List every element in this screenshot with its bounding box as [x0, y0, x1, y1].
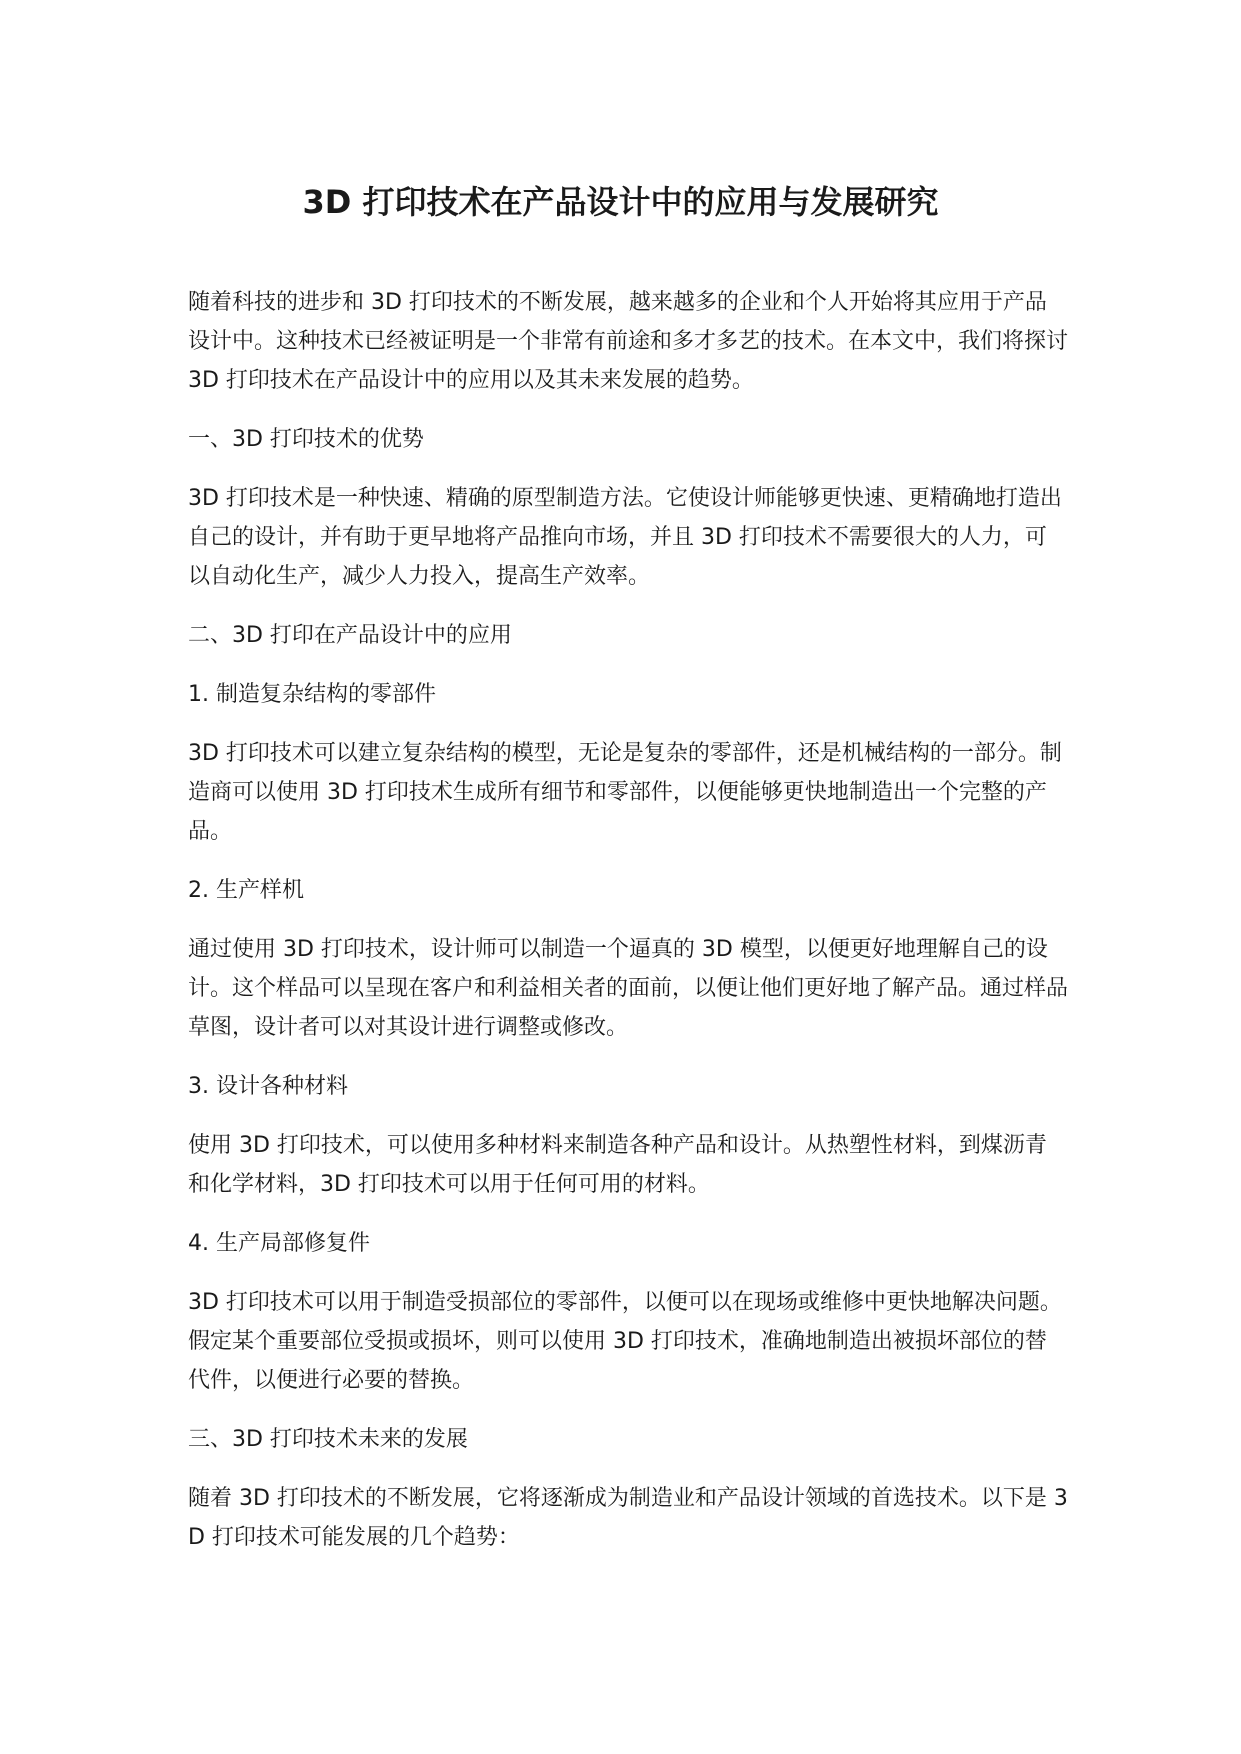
materials-paragraph: 使用 3D 打印技术，可以使用多种材料来制造各种产品和设计。从热塑性材料，到煤沥青和化学材料，3D 打印技术可以用于任何可用的材料。 — [188, 1133, 1047, 1197]
subheading-complex-parts: 1. 制造复杂结构的零部件 — [188, 682, 436, 707]
document-title: 3D 打印技术在产品设计中的应用与发展研究 — [302, 183, 939, 221]
intro-paragraph: 随着科技的进步和 3D 打印技术的不断发展，越来越多的企业和个人开始将其应用于产品设计中。这种技术已经被证明是一个非常有前途和多才多艺的技术。在本文中，我们将探讨 3D 打印技术在产品设计中的应用以及其未来发展的趋势。 — [188, 290, 1069, 393]
repair-parts-paragraph: 3D 打印技术可以用于制造受损部位的零部件，以便可以在现场或维修中更快地解决问题。假定某个重要部位受损或损坏，则可以使用 3D 打印技术，准确地制造出被损坏部位的替代件，以便进行必要的替换。 — [188, 1290, 1062, 1393]
future-paragraph: 随着 3D 打印技术的不断发展，它将逐渐成为制造业和产品设计领域的首选技术。以下是 3D 打印技术可能发展的几个趋势： — [188, 1486, 1068, 1550]
subheading-materials: 3. 设计各种材料 — [188, 1074, 348, 1099]
section-heading-advantages: 一、3D 打印技术的优势 — [188, 427, 424, 452]
section-heading-applications: 二、3D 打印在产品设计中的应用 — [188, 623, 512, 648]
subheading-prototypes: 2. 生产样机 — [188, 878, 304, 903]
complex-parts-paragraph: 3D 打印技术可以建立复杂结构的模型，无论是复杂的零部件，还是机械结构的一部分。制造商可以使用 3D 打印技术生成所有细节和零部件，以便能够更快地制造出一个完整的产品。 — [188, 741, 1062, 844]
prototypes-paragraph: 通过使用 3D 打印技术，设计师可以制造一个逼真的 3D 模型，以便更好地理解自己的设计。这个样品可以呈现在客户和利益相关者的面前，以便让他们更好地了解产品。通过样品草图，设计者可以对其设计进行调整或修改。 — [188, 937, 1069, 1040]
section-heading-future: 三、3D 打印技术未来的发展 — [188, 1427, 468, 1452]
advantages-paragraph: 3D 打印技术是一种快速、精确的原型制造方法。它使设计师能够更快速、更精确地打造出自己的设计，并有助于更早地将产品推向市场，并且 3D 打印技术不需要很大的人力，可以自动化生产，减少人力投入，提高生产效率。 — [188, 486, 1062, 589]
subheading-repair-parts: 4. 生产局部修复件 — [188, 1231, 370, 1256]
document-body — [188, 283, 1068, 1577]
